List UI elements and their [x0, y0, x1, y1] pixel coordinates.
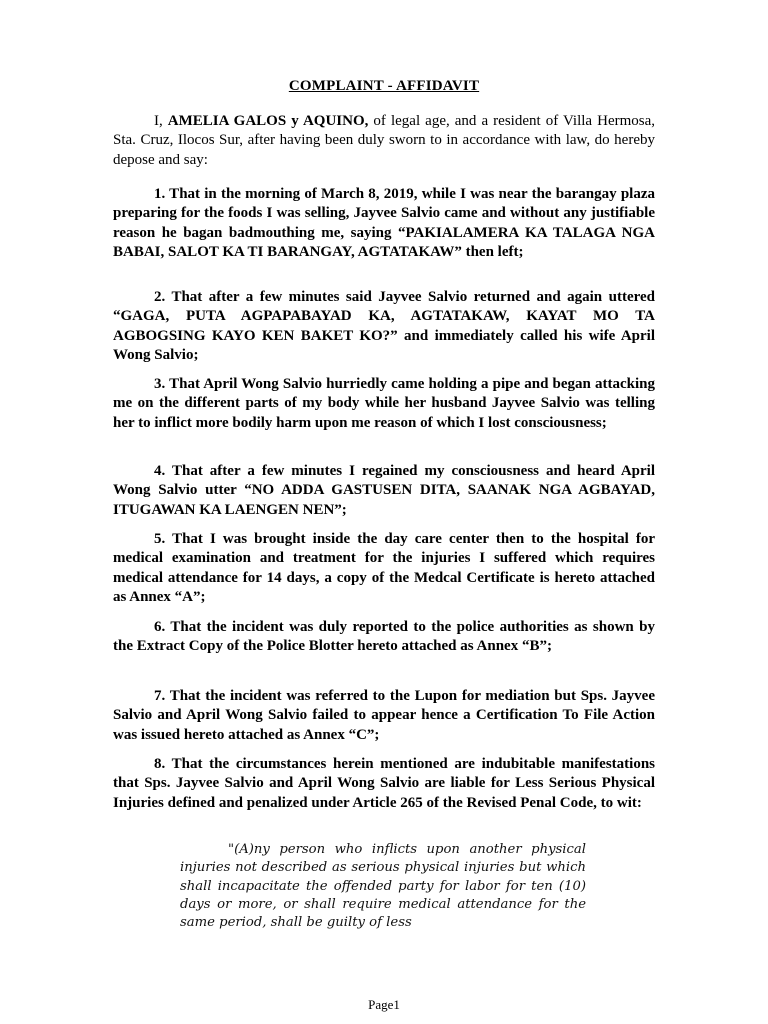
document-title: COMPLAINT - AFFIDAVIT: [288, 78, 480, 94]
paragraph-7: 7. That the incident was referred to the Lupon for mediation but Sps. Jayvee Salvio and April Wong Salvio failed to appear hence a Certification To File Action was issued hereto attached as Annex “C”;: [113, 688, 655, 743]
affiant-name: AMELIA GALOS y AQUINO,: [167, 113, 369, 129]
intro-paragraph: [113, 112, 655, 170]
paragraph-2: 2. That after a few minutes said Jayvee Salvio returned and again uttered “GAGA, PUTA AGPAPABAYAD KA, AGTATAKAW, KAYAT MO TA AGBOGSING KAYO KEN BAKET KO?” and immediately called his wife April Wong Salvio;: [113, 289, 655, 363]
intro-pre: I,: [154, 113, 168, 129]
paragraph-3: 3. That April Wong Salvio hurriedly came holding a pipe and began attacking me on the different parts of my body while her husband Jayvee Salvio was telling her to inflict more bodily harm upon me reason of which I lost consciousness;: [113, 376, 655, 431]
paragraph-8: 8. That the circumstances herein mentioned are indubitable manifestations that Sps. Jayvee Salvio and April Wong Salvio are liable for Less Serious Physical Injuries defined and penalized under Article 265 of the Revised Penal Code, to wit:: [113, 756, 655, 811]
paragraph-5: 5. That I was brought inside the day care center then to the hospital for medical examination and treatment for the injuries I suffered which requires medical attendance for 14 days, a copy of the Medcal Certificate is hereto attached as Annex “A”;: [113, 531, 655, 605]
legal-quote: "(A)ny person who inflicts upon another physical injuries not described as serious physical injuries but which shall incapacitate the offended party for labor for ten (10) days or more, or shall require medical attendance for the same period, shall be guilty of less: [180, 842, 586, 931]
paragraph-1: 1. That in the morning of March 8, 2019, while I was near the barangay plaza preparing for the foods I was selling, Jayvee Salvio came and without any justifiable reason he bagan badmouthing me, saying “PAKIALAMERA KA TALAGA NGA BABAI, SALOT KA TI BARANGAY, AGTATAKAW” then left;: [113, 186, 655, 260]
paragraph-6: 6. That the incident was duly reported to the police authorities as shown by the Extract Copy of the Police Blotter hereto attached as Annex “B”;: [113, 619, 655, 655]
paragraph-4: 4. That after a few minutes I regained my consciousness and heard April Wong Salvio utter “NO ADDA GASTUSEN DITA, SAANAK NGA AGBAYAD, ITUGAWAN KA LAENGEN NEN”;: [113, 463, 655, 518]
page-number: Page1: [368, 997, 400, 1012]
intro-post: of legal age, and a resident of Villa Hermosa, Sta. Cruz, Ilocos Sur, after having been duly sworn to in accordance with law, do hereby depose and say:: [113, 113, 656, 168]
